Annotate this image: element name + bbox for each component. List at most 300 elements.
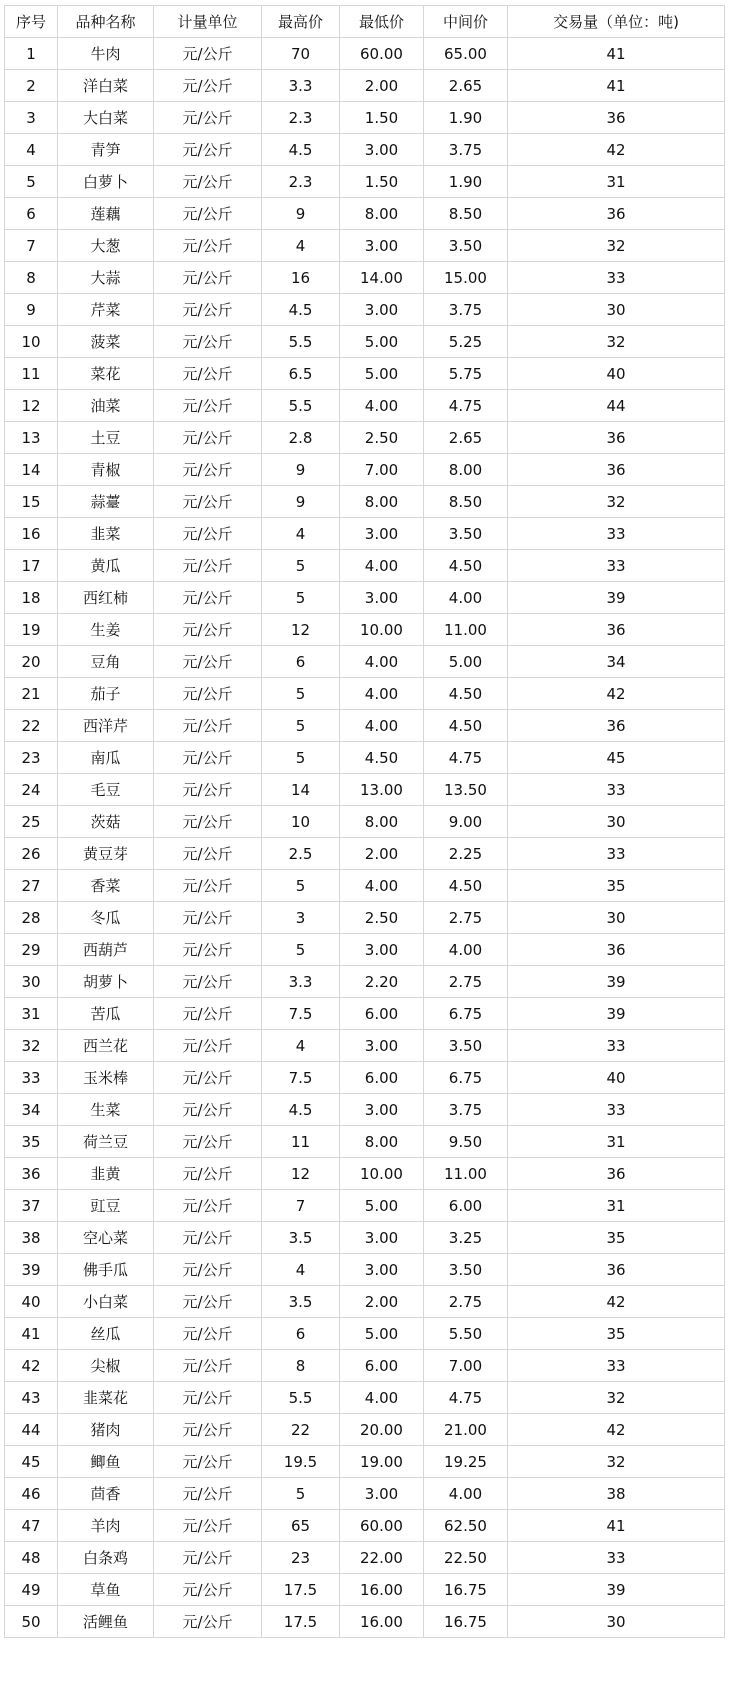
cell-middle-price: 4.50	[424, 678, 508, 710]
cell-middle-price: 6.75	[424, 1062, 508, 1094]
cell-trade-volume: 35	[508, 1222, 725, 1254]
cell-trade-volume: 33	[508, 262, 725, 294]
table-row	[5, 646, 725, 678]
cell-variety-name: 白条鸡	[58, 1542, 154, 1574]
cell-variety-name: 鲫鱼	[58, 1446, 154, 1478]
cell-unit: 元/公斤	[154, 806, 262, 838]
cell-middle-price: 5.00	[424, 646, 508, 678]
table-row	[5, 1286, 725, 1318]
cell-trade-volume: 39	[508, 1574, 725, 1606]
cell-trade-volume: 31	[508, 166, 725, 198]
cell-index: 27	[5, 870, 58, 902]
cell-trade-volume: 42	[508, 1414, 725, 1446]
table-row	[5, 806, 725, 838]
cell-index: 44	[5, 1414, 58, 1446]
cell-trade-volume: 36	[508, 422, 725, 454]
cell-lowest-price: 2.50	[340, 422, 424, 454]
cell-trade-volume: 36	[508, 198, 725, 230]
cell-trade-volume: 30	[508, 1606, 725, 1638]
cell-trade-volume: 33	[508, 1350, 725, 1382]
cell-highest-price: 4.5	[262, 1094, 340, 1126]
table-row	[5, 390, 725, 422]
cell-highest-price: 4	[262, 230, 340, 262]
cell-trade-volume: 33	[508, 1030, 725, 1062]
cell-lowest-price: 4.50	[340, 742, 424, 774]
cell-trade-volume: 36	[508, 934, 725, 966]
cell-highest-price: 5	[262, 742, 340, 774]
cell-variety-name: 菜花	[58, 358, 154, 390]
cell-variety-name: 大白菜	[58, 102, 154, 134]
cell-variety-name: 黄豆芽	[58, 838, 154, 870]
cell-variety-name: 菠菜	[58, 326, 154, 358]
cell-trade-volume: 40	[508, 1062, 725, 1094]
cell-index: 38	[5, 1222, 58, 1254]
cell-lowest-price: 20.00	[340, 1414, 424, 1446]
cell-middle-price: 19.25	[424, 1446, 508, 1478]
cell-unit: 元/公斤	[154, 1510, 262, 1542]
cell-middle-price: 15.00	[424, 262, 508, 294]
cell-index: 16	[5, 518, 58, 550]
table-row	[5, 1190, 725, 1222]
header-row	[5, 6, 725, 38]
cell-unit: 元/公斤	[154, 1062, 262, 1094]
cell-highest-price: 8	[262, 1350, 340, 1382]
cell-highest-price: 2.3	[262, 102, 340, 134]
table-row	[5, 614, 725, 646]
cell-middle-price: 4.75	[424, 1382, 508, 1414]
cell-highest-price: 2.3	[262, 166, 340, 198]
cell-lowest-price: 6.00	[340, 1350, 424, 1382]
cell-lowest-price: 2.00	[340, 838, 424, 870]
cell-highest-price: 3.5	[262, 1222, 340, 1254]
cell-variety-name: 西兰花	[58, 1030, 154, 1062]
cell-trade-volume: 42	[508, 1286, 725, 1318]
cell-variety-name: 玉米棒	[58, 1062, 154, 1094]
cell-unit: 元/公斤	[154, 1318, 262, 1350]
cell-unit: 元/公斤	[154, 1606, 262, 1638]
table-row	[5, 326, 725, 358]
cell-index: 21	[5, 678, 58, 710]
cell-trade-volume: 38	[508, 1478, 725, 1510]
cell-middle-price: 4.75	[424, 742, 508, 774]
cell-middle-price: 3.75	[424, 134, 508, 166]
cell-highest-price: 3.3	[262, 70, 340, 102]
cell-middle-price: 4.00	[424, 582, 508, 614]
cell-middle-price: 3.75	[424, 1094, 508, 1126]
cell-unit: 元/公斤	[154, 1222, 262, 1254]
cell-index: 4	[5, 134, 58, 166]
cell-variety-name: 毛豆	[58, 774, 154, 806]
cell-lowest-price: 2.20	[340, 966, 424, 998]
cell-lowest-price: 10.00	[340, 614, 424, 646]
cell-lowest-price: 8.00	[340, 198, 424, 230]
cell-highest-price: 17.5	[262, 1574, 340, 1606]
cell-highest-price: 65	[262, 1510, 340, 1542]
cell-highest-price: 9	[262, 454, 340, 486]
cell-unit: 元/公斤	[154, 582, 262, 614]
cell-unit: 元/公斤	[154, 1254, 262, 1286]
cell-highest-price: 6	[262, 1318, 340, 1350]
cell-trade-volume: 32	[508, 1382, 725, 1414]
cell-middle-price: 11.00	[424, 614, 508, 646]
table-row	[5, 582, 725, 614]
cell-highest-price: 5	[262, 934, 340, 966]
cell-middle-price: 3.75	[424, 294, 508, 326]
cell-variety-name: 白萝卜	[58, 166, 154, 198]
cell-index: 40	[5, 1286, 58, 1318]
cell-highest-price: 4.5	[262, 134, 340, 166]
cell-index: 30	[5, 966, 58, 998]
cell-variety-name: 茴香	[58, 1478, 154, 1510]
cell-variety-name: 大葱	[58, 230, 154, 262]
cell-middle-price: 9.50	[424, 1126, 508, 1158]
cell-highest-price: 7.5	[262, 1062, 340, 1094]
table-row	[5, 166, 725, 198]
table-row	[5, 966, 725, 998]
cell-unit: 元/公斤	[154, 1286, 262, 1318]
cell-lowest-price: 2.00	[340, 1286, 424, 1318]
cell-highest-price: 5	[262, 550, 340, 582]
cell-trade-volume: 42	[508, 678, 725, 710]
cell-unit: 元/公斤	[154, 934, 262, 966]
cell-unit: 元/公斤	[154, 294, 262, 326]
cell-middle-price: 2.65	[424, 422, 508, 454]
cell-trade-volume: 31	[508, 1126, 725, 1158]
table-row	[5, 518, 725, 550]
cell-unit: 元/公斤	[154, 1350, 262, 1382]
cell-lowest-price: 4.00	[340, 870, 424, 902]
cell-lowest-price: 10.00	[340, 1158, 424, 1190]
cell-index: 13	[5, 422, 58, 454]
cell-trade-volume: 39	[508, 998, 725, 1030]
cell-unit: 元/公斤	[154, 1574, 262, 1606]
cell-variety-name: 香菜	[58, 870, 154, 902]
cell-index: 48	[5, 1542, 58, 1574]
cell-index: 34	[5, 1094, 58, 1126]
cell-lowest-price: 8.00	[340, 1126, 424, 1158]
table-row	[5, 486, 725, 518]
cell-trade-volume: 32	[508, 486, 725, 518]
cell-variety-name: 韭菜花	[58, 1382, 154, 1414]
cell-middle-price: 4.50	[424, 710, 508, 742]
cell-unit: 元/公斤	[154, 614, 262, 646]
cell-lowest-price: 4.00	[340, 390, 424, 422]
cell-middle-price: 16.75	[424, 1606, 508, 1638]
cell-trade-volume: 33	[508, 550, 725, 582]
cell-middle-price: 2.25	[424, 838, 508, 870]
table-row	[5, 1382, 725, 1414]
cell-middle-price: 4.50	[424, 550, 508, 582]
cell-variety-name: 青椒	[58, 454, 154, 486]
cell-lowest-price: 13.00	[340, 774, 424, 806]
cell-unit: 元/公斤	[154, 1126, 262, 1158]
cell-variety-name: 南瓜	[58, 742, 154, 774]
cell-highest-price: 9	[262, 198, 340, 230]
cell-lowest-price: 60.00	[340, 38, 424, 70]
cell-variety-name: 土豆	[58, 422, 154, 454]
cell-index: 7	[5, 230, 58, 262]
cell-trade-volume: 39	[508, 966, 725, 998]
cell-unit: 元/公斤	[154, 1094, 262, 1126]
cell-lowest-price: 5.00	[340, 1190, 424, 1222]
cell-highest-price: 6.5	[262, 358, 340, 390]
table-row	[5, 710, 725, 742]
header-unit: 计量单位	[154, 6, 262, 38]
table-row	[5, 1414, 725, 1446]
cell-variety-name: 茨菇	[58, 806, 154, 838]
cell-unit: 元/公斤	[154, 486, 262, 518]
table-row	[5, 998, 725, 1030]
cell-lowest-price: 16.00	[340, 1606, 424, 1638]
header-highest-price: 最高价	[262, 6, 340, 38]
cell-highest-price: 7.5	[262, 998, 340, 1030]
cell-trade-volume: 32	[508, 326, 725, 358]
cell-variety-name: 青笋	[58, 134, 154, 166]
cell-middle-price: 3.50	[424, 1254, 508, 1286]
cell-variety-name: 豆角	[58, 646, 154, 678]
cell-unit: 元/公斤	[154, 1414, 262, 1446]
table-row	[5, 902, 725, 934]
cell-trade-volume: 36	[508, 102, 725, 134]
cell-index: 19	[5, 614, 58, 646]
cell-unit: 元/公斤	[154, 358, 262, 390]
cell-middle-price: 4.00	[424, 934, 508, 966]
cell-unit: 元/公斤	[154, 422, 262, 454]
cell-unit: 元/公斤	[154, 870, 262, 902]
cell-unit: 元/公斤	[154, 518, 262, 550]
cell-variety-name: 黄瓜	[58, 550, 154, 582]
cell-trade-volume: 36	[508, 1158, 725, 1190]
table-row	[5, 550, 725, 582]
cell-middle-price: 3.25	[424, 1222, 508, 1254]
table-row	[5, 678, 725, 710]
cell-variety-name: 丝瓜	[58, 1318, 154, 1350]
table-row	[5, 1574, 725, 1606]
cell-middle-price: 3.50	[424, 1030, 508, 1062]
cell-unit: 元/公斤	[154, 230, 262, 262]
cell-index: 1	[5, 38, 58, 70]
table-row	[5, 102, 725, 134]
cell-trade-volume: 35	[508, 870, 725, 902]
cell-index: 25	[5, 806, 58, 838]
table-row	[5, 262, 725, 294]
cell-variety-name: 胡萝卜	[58, 966, 154, 998]
table-row	[5, 134, 725, 166]
cell-lowest-price: 4.00	[340, 646, 424, 678]
table-row	[5, 870, 725, 902]
cell-index: 42	[5, 1350, 58, 1382]
cell-variety-name: 猪肉	[58, 1414, 154, 1446]
cell-trade-volume: 33	[508, 774, 725, 806]
cell-index: 39	[5, 1254, 58, 1286]
cell-variety-name: 佛手瓜	[58, 1254, 154, 1286]
cell-highest-price: 5	[262, 1478, 340, 1510]
cell-index: 22	[5, 710, 58, 742]
cell-middle-price: 21.00	[424, 1414, 508, 1446]
cell-lowest-price: 8.00	[340, 806, 424, 838]
cell-index: 43	[5, 1382, 58, 1414]
cell-highest-price: 5	[262, 710, 340, 742]
cell-unit: 元/公斤	[154, 262, 262, 294]
cell-variety-name: 尖椒	[58, 1350, 154, 1382]
cell-index: 47	[5, 1510, 58, 1542]
cell-lowest-price: 4.00	[340, 550, 424, 582]
cell-variety-name: 小白菜	[58, 1286, 154, 1318]
table-row	[5, 294, 725, 326]
cell-lowest-price: 6.00	[340, 1062, 424, 1094]
table-row	[5, 838, 725, 870]
cell-lowest-price: 3.00	[340, 1030, 424, 1062]
cell-variety-name: 草鱼	[58, 1574, 154, 1606]
header-trade-volume: 交易量（单位：吨)	[508, 6, 725, 38]
cell-highest-price: 70	[262, 38, 340, 70]
cell-index: 35	[5, 1126, 58, 1158]
cell-highest-price: 17.5	[262, 1606, 340, 1638]
cell-unit: 元/公斤	[154, 102, 262, 134]
cell-highest-price: 14	[262, 774, 340, 806]
cell-variety-name: 韭菜	[58, 518, 154, 550]
cell-middle-price: 13.50	[424, 774, 508, 806]
cell-trade-volume: 30	[508, 806, 725, 838]
cell-index: 14	[5, 454, 58, 486]
cell-trade-volume: 32	[508, 230, 725, 262]
cell-middle-price: 6.00	[424, 1190, 508, 1222]
cell-variety-name: 活鲤鱼	[58, 1606, 154, 1638]
cell-trade-volume: 40	[508, 358, 725, 390]
table-row	[5, 1446, 725, 1478]
cell-lowest-price: 8.00	[340, 486, 424, 518]
cell-unit: 元/公斤	[154, 1382, 262, 1414]
cell-middle-price: 2.75	[424, 966, 508, 998]
cell-trade-volume: 36	[508, 454, 725, 486]
cell-highest-price: 6	[262, 646, 340, 678]
cell-lowest-price: 14.00	[340, 262, 424, 294]
table-row	[5, 1030, 725, 1062]
cell-unit: 元/公斤	[154, 966, 262, 998]
cell-unit: 元/公斤	[154, 390, 262, 422]
table-row	[5, 358, 725, 390]
cell-variety-name: 牛肉	[58, 38, 154, 70]
cell-unit: 元/公斤	[154, 646, 262, 678]
cell-highest-price: 5.5	[262, 1382, 340, 1414]
cell-index: 49	[5, 1574, 58, 1606]
cell-unit: 元/公斤	[154, 1542, 262, 1574]
cell-middle-price: 2.65	[424, 70, 508, 102]
table-row	[5, 422, 725, 454]
cell-index: 2	[5, 70, 58, 102]
cell-trade-volume: 31	[508, 1190, 725, 1222]
cell-index: 24	[5, 774, 58, 806]
cell-variety-name: 西葫芦	[58, 934, 154, 966]
table-header	[5, 6, 725, 38]
cell-highest-price: 4.5	[262, 294, 340, 326]
table-row	[5, 1062, 725, 1094]
table-row	[5, 1158, 725, 1190]
cell-highest-price: 10	[262, 806, 340, 838]
cell-variety-name: 西洋芹	[58, 710, 154, 742]
cell-middle-price: 8.50	[424, 198, 508, 230]
table-row	[5, 1094, 725, 1126]
cell-index: 8	[5, 262, 58, 294]
cell-trade-volume: 32	[508, 1446, 725, 1478]
cell-highest-price: 4	[262, 518, 340, 550]
header-middle-price: 中间价	[424, 6, 508, 38]
cell-unit: 元/公斤	[154, 1030, 262, 1062]
cell-variety-name: 洋白菜	[58, 70, 154, 102]
table-row	[5, 774, 725, 806]
cell-middle-price: 5.50	[424, 1318, 508, 1350]
cell-variety-name: 生菜	[58, 1094, 154, 1126]
cell-lowest-price: 3.00	[340, 294, 424, 326]
cell-trade-volume: 35	[508, 1318, 725, 1350]
cell-index: 23	[5, 742, 58, 774]
cell-unit: 元/公斤	[154, 742, 262, 774]
cell-trade-volume: 36	[508, 710, 725, 742]
table-row	[5, 1510, 725, 1542]
cell-variety-name: 豇豆	[58, 1190, 154, 1222]
cell-lowest-price: 19.00	[340, 1446, 424, 1478]
cell-middle-price: 1.90	[424, 102, 508, 134]
cell-middle-price: 3.50	[424, 230, 508, 262]
cell-trade-volume: 33	[508, 1542, 725, 1574]
cell-middle-price: 11.00	[424, 1158, 508, 1190]
cell-unit: 元/公斤	[154, 678, 262, 710]
cell-unit: 元/公斤	[154, 70, 262, 102]
cell-variety-name: 空心菜	[58, 1222, 154, 1254]
cell-middle-price: 8.00	[424, 454, 508, 486]
cell-index: 11	[5, 358, 58, 390]
cell-middle-price: 6.75	[424, 998, 508, 1030]
cell-variety-name: 生姜	[58, 614, 154, 646]
cell-index: 37	[5, 1190, 58, 1222]
cell-lowest-price: 4.00	[340, 710, 424, 742]
table-row	[5, 1126, 725, 1158]
cell-variety-name: 芹菜	[58, 294, 154, 326]
cell-middle-price: 8.50	[424, 486, 508, 518]
cell-index: 15	[5, 486, 58, 518]
cell-middle-price: 65.00	[424, 38, 508, 70]
cell-unit: 元/公斤	[154, 454, 262, 486]
cell-trade-volume: 42	[508, 134, 725, 166]
cell-highest-price: 2.8	[262, 422, 340, 454]
cell-unit: 元/公斤	[154, 902, 262, 934]
cell-unit: 元/公斤	[154, 710, 262, 742]
cell-highest-price: 3.3	[262, 966, 340, 998]
cell-trade-volume: 36	[508, 1254, 725, 1286]
table-row	[5, 198, 725, 230]
cell-lowest-price: 4.00	[340, 1382, 424, 1414]
cell-unit: 元/公斤	[154, 838, 262, 870]
cell-lowest-price: 3.00	[340, 582, 424, 614]
cell-variety-name: 韭黄	[58, 1158, 154, 1190]
cell-variety-name: 羊肉	[58, 1510, 154, 1542]
table-row	[5, 1318, 725, 1350]
table-row	[5, 70, 725, 102]
cell-highest-price: 22	[262, 1414, 340, 1446]
cell-lowest-price: 1.50	[340, 166, 424, 198]
cell-highest-price: 7	[262, 1190, 340, 1222]
cell-middle-price: 5.75	[424, 358, 508, 390]
cell-trade-volume: 36	[508, 614, 725, 646]
cell-index: 6	[5, 198, 58, 230]
table-row	[5, 1254, 725, 1286]
cell-middle-price: 16.75	[424, 1574, 508, 1606]
table-row	[5, 934, 725, 966]
cell-lowest-price: 7.00	[340, 454, 424, 486]
cell-highest-price: 4	[262, 1030, 340, 1062]
cell-lowest-price: 3.00	[340, 934, 424, 966]
cell-lowest-price: 16.00	[340, 1574, 424, 1606]
